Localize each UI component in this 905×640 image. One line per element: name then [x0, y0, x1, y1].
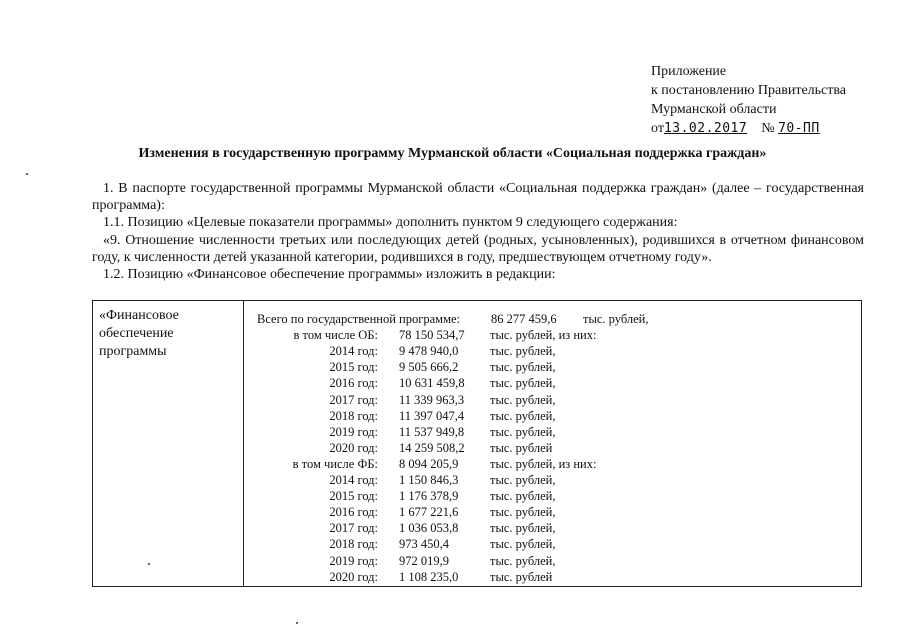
document-title: Изменения в государственную программу Мурманской области «Социальная поддержка граждан»: [138, 146, 767, 161]
amount-value: 86 277 459,6: [491, 312, 557, 326]
year-label: 2017 год:: [329, 521, 378, 536]
decree-number: 70-ПП: [778, 121, 820, 136]
financing-year-row: [93, 553, 863, 569]
unit-label: тыс. рублей, из них:: [490, 328, 597, 343]
amount-value: 1 108 235,0: [399, 569, 459, 584]
unit-label: тыс. рублей,: [490, 392, 556, 407]
year-label: 2015 год:: [329, 360, 378, 375]
amount-value: 14 259 508,2: [399, 440, 465, 455]
financing-year-row: [93, 504, 863, 520]
unit-label: тыс. рублей: [490, 440, 553, 455]
number-sign: №: [761, 121, 775, 136]
paragraph-1: 1. В паспорте государственной программы Мурманской области «Социальная поддержка граждан» (далее – государственная программа):: [92, 181, 864, 213]
unit-label: тыс. рублей,: [490, 360, 556, 375]
unit-label: тыс. рублей,: [490, 537, 556, 552]
year-label: 2016 год:: [329, 376, 378, 391]
year-label: 2018 год:: [329, 537, 378, 552]
amount-value: 1 176 378,9: [399, 489, 459, 504]
year-label: 2020 год:: [329, 569, 378, 584]
year-label: 2015 год:: [329, 489, 378, 504]
amount-value: 11 537 949,8: [399, 424, 465, 439]
appendix-line3: Мурманской области: [651, 102, 777, 117]
year-label: 2017 год:: [329, 392, 378, 407]
financing-year-row: [93, 488, 863, 504]
unit-label: тыс. рублей,: [490, 489, 556, 504]
amount-value: 1 677 221,6: [399, 505, 459, 520]
financing-year-row: [93, 440, 863, 456]
financing-year-row: [93, 343, 863, 359]
financing-year-row: [93, 408, 863, 424]
appendix-header: [651, 62, 846, 138]
amount-value: 9 478 940,0: [399, 344, 459, 359]
row-label: в том числе ОБ:: [293, 328, 378, 343]
row-label: Всего по государственной программе:: [257, 312, 461, 326]
unit-label: тыс. рублей,: [490, 344, 556, 359]
table-label: «Финансовое обеспечение программы: [99, 308, 179, 359]
year-label: 2014 год:: [329, 344, 378, 359]
decree-date: 13.02.2017: [663, 121, 748, 136]
amount-value: 78 150 534,7: [399, 328, 465, 343]
amount-value: 11 339 963,3: [399, 392, 465, 407]
appendix-line2: к постановлению Правительства: [651, 83, 847, 98]
year-label: 2016 год:: [329, 505, 378, 520]
paragraph-9: «9. Отношение численности третьих или последующих детей (родных, усыновленных), родившихся в отчетном финансовом году, к численности детей указанной категории, родившихся в году, предшествующем отчетному году».: [92, 233, 864, 265]
unit-label: тыс. рублей,: [490, 376, 556, 391]
amount-value: 8 094 205,9: [399, 456, 459, 471]
paragraph-1-1: 1.1. Позицию «Целевые показатели программы» дополнить пунктом 9 следующего содержания:: [103, 215, 678, 230]
amount-value: 11 397 047,4: [399, 408, 465, 423]
scan-speck: [296, 622, 298, 624]
financing-year-row: [93, 392, 863, 408]
unit-label: тыс. рублей,: [490, 521, 556, 536]
unit-label: тыс. рублей,: [583, 312, 649, 326]
unit-label: тыс. рублей: [490, 569, 553, 584]
financing-subtotal-row: [93, 456, 863, 472]
amount-value: 9 505 666,2: [399, 360, 459, 375]
amount-value: 1 036 053,8: [399, 521, 459, 536]
financing-year-row: [93, 359, 863, 375]
unit-label: тыс. рублей,: [490, 408, 556, 423]
amount-value: 972 019,9: [399, 553, 449, 568]
financing-year-row: [93, 424, 863, 440]
amount-value: 973 450,4: [399, 537, 449, 552]
unit-label: тыс. рублей,: [490, 473, 556, 487]
year-label: 2018 год:: [329, 408, 378, 423]
financing-year-row: [93, 375, 863, 391]
financing-year-row: [93, 520, 863, 536]
unit-label: тыс. рублей,: [490, 505, 556, 520]
appendix-line1: Приложение: [651, 64, 727, 79]
unit-label: тыс. рублей,: [490, 553, 556, 568]
financing-year-row: [93, 536, 863, 552]
appendix-date-number: [651, 119, 846, 138]
amount-value: 1 150 846,3: [399, 473, 459, 487]
year-label: 2019 год:: [329, 553, 378, 568]
year-label: 2020 год:: [329, 440, 378, 455]
financing-year-row: [93, 569, 863, 585]
date-prefix: от: [651, 121, 664, 136]
year-label: 2019 год:: [329, 424, 378, 439]
unit-label: тыс. рублей, из них:: [490, 456, 597, 471]
paragraph-1-2: 1.2. Позицию «Финансовое обеспечение программы» изложить в редакции:: [103, 267, 556, 282]
financing-subtotal-row: [93, 327, 863, 343]
financing-total-row: [93, 311, 863, 327]
year-label: 2014 год:: [329, 473, 378, 487]
row-label: в том числе ФБ:: [292, 456, 378, 471]
unit-label: тыс. рублей,: [490, 424, 556, 439]
scan-speck: [26, 173, 28, 175]
amount-value: 10 631 459,8: [399, 376, 465, 391]
financing-year-row: [93, 472, 863, 488]
financing-table: [92, 300, 862, 587]
